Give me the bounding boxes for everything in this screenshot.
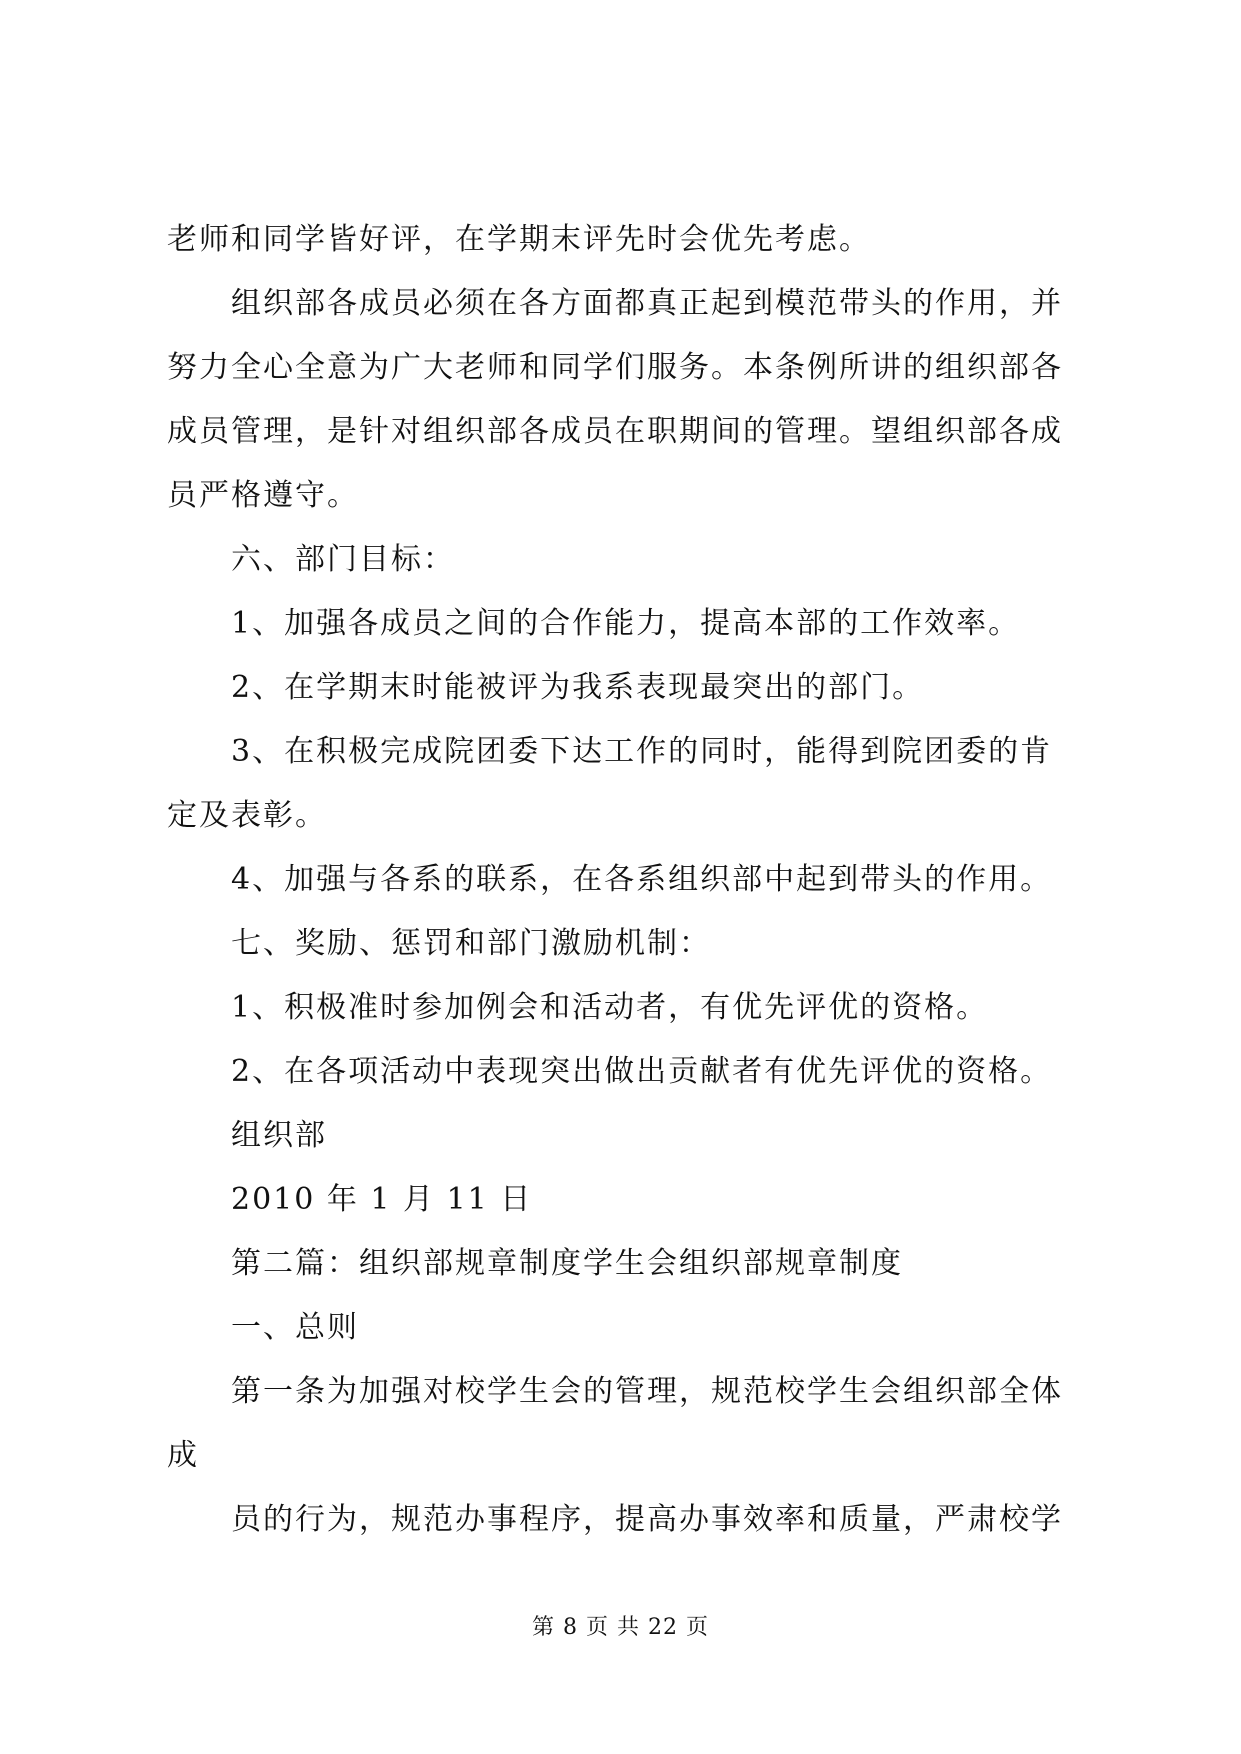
list-item: 3、在积极完成院团委下达工作的同时，能得到院团委的肯: [231, 734, 1053, 769]
text-line: 第一条为加强对校学生会的管理，规范校学生会组织部全体: [231, 1374, 1063, 1409]
text-line: 努力全心全意为广大老师和同学们服务。本条例所讲的组织部各: [167, 350, 1063, 385]
section-heading: 一、总则: [231, 1310, 359, 1345]
list-item: 1、积极准时参加例会和活动者，有优先评优的资格。: [231, 990, 989, 1025]
text-line: 老师和同学皆好评，在学期末评先时会优先考虑。: [167, 222, 871, 257]
text-line: 定及表彰。: [167, 798, 327, 833]
page-number-footer: 第 8 页 共 22 页: [532, 1615, 709, 1640]
section-heading: 六、部门目标：: [231, 542, 455, 577]
list-item: 2、在各项活动中表现突出做出贡献者有优先评优的资格。: [231, 1054, 1053, 1089]
text-line: 员的行为，规范办事程序，提高办事效率和质量，严肃校学: [231, 1502, 1063, 1537]
list-item: 4、加强与各系的联系，在各系组织部中起到带头的作用。: [231, 862, 1053, 897]
text-line: 成: [167, 1438, 199, 1473]
list-item: 2、在学期末时能被评为我系表现最突出的部门。: [231, 670, 925, 705]
text-line: 员严格遵守。: [167, 478, 359, 513]
section-heading: 七、奖励、惩罚和部门激励机制：: [231, 926, 711, 961]
text-line: 成员管理，是针对组织部各成员在职期间的管理。望组织部各成: [167, 414, 1063, 449]
text-line: 组织部各成员必须在各方面都真正起到模范带头的作用，并: [231, 286, 1063, 321]
list-item: 1、加强各成员之间的合作能力，提高本部的工作效率。: [231, 606, 1021, 641]
signature-department: 组织部: [231, 1118, 327, 1153]
signature-date: 2010 年 1 月 11 日: [231, 1182, 533, 1217]
document-body: [167, 222, 1087, 1569]
chapter-title: 第二篇：组织部规章制度学生会组织部规章制度: [231, 1246, 903, 1281]
